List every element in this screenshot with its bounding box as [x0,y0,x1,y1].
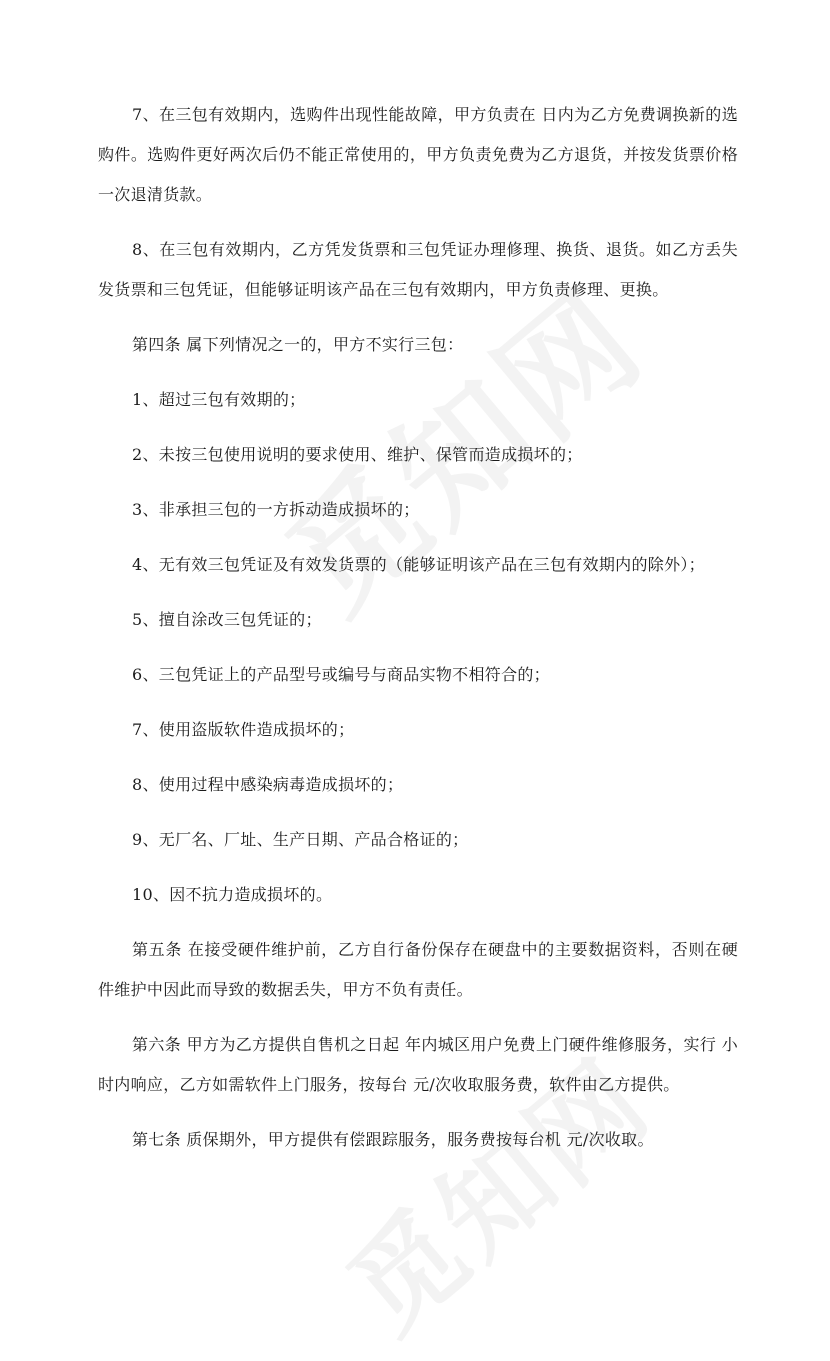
list-item-exclusion-10: 10、因不抗力造成损坏的。 [132,885,333,904]
document-page [98,95,738,1160]
list-item-exclusion-9: 9、无厂名、厂址、生产日期、产品合格证的； [132,830,469,849]
list-item-exclusion-2: 2、未按三包使用说明的要求使用、维护、保管而造成损坏的； [132,445,583,464]
paragraph-article-6: 第六条 甲方为乙方提供自售机之日起 年内城区用户免费上门硬件维修服务，实行 小时内响应，乙方如需软件上门服务，按每台 元/次收取服务费，软件由乙方提供。 [98,1035,738,1094]
list-item-exclusion-5: 5、擅自涂改三包凭证的； [132,610,322,629]
paragraph-clause-7: 7、在三包有效期内，选购件出现性能故障，甲方负责在 日内为乙方免费调换新的选购件。选购件更好两次后仍不能正常使用的，甲方负责免费为乙方退货，并按发货票价格一次退清货款。 [98,105,738,204]
list-item-exclusion-4: 4、无有效三包凭证及有效发货票的（能够证明该产品在三包有效期内的除外）； [132,555,705,574]
paragraph-article-7: 第七条 质保期外，甲方提供有偿跟踪服务，服务费按每台机 元/次收取。 [132,1130,654,1149]
list-item-exclusion-7: 7、使用盗版软件造成损坏的； [132,720,355,739]
paragraph-clause-8: 8、在三包有效期内，乙方凭发货票和三包凭证办理修理、换货、退货。如乙方丢失发货票和三包凭证，但能够证明该产品在三包有效期内，甲方负责修理、更换。 [98,240,738,299]
paragraph-article-4-heading: 第四条 属下列情况之一的，甲方不实行三包： [132,335,464,354]
list-item-exclusion-6: 6、三包凭证上的产品型号或编号与商品实物不相符合的； [132,665,550,684]
list-item-exclusion-1: 1、超过三包有效期的； [132,390,306,409]
list-item-exclusion-8: 8、使用过程中感染病毒造成损坏的； [132,775,404,794]
paragraph-article-5: 第五条 在接受硬件维护前，乙方自行备份保存在硬盘中的主要数据资料，否则在硬件维护中因此而导致的数据丢失，甲方不负有责任。 [98,940,738,999]
list-item-exclusion-3: 3、非承担三包的一方拆动造成损坏的； [132,500,420,519]
